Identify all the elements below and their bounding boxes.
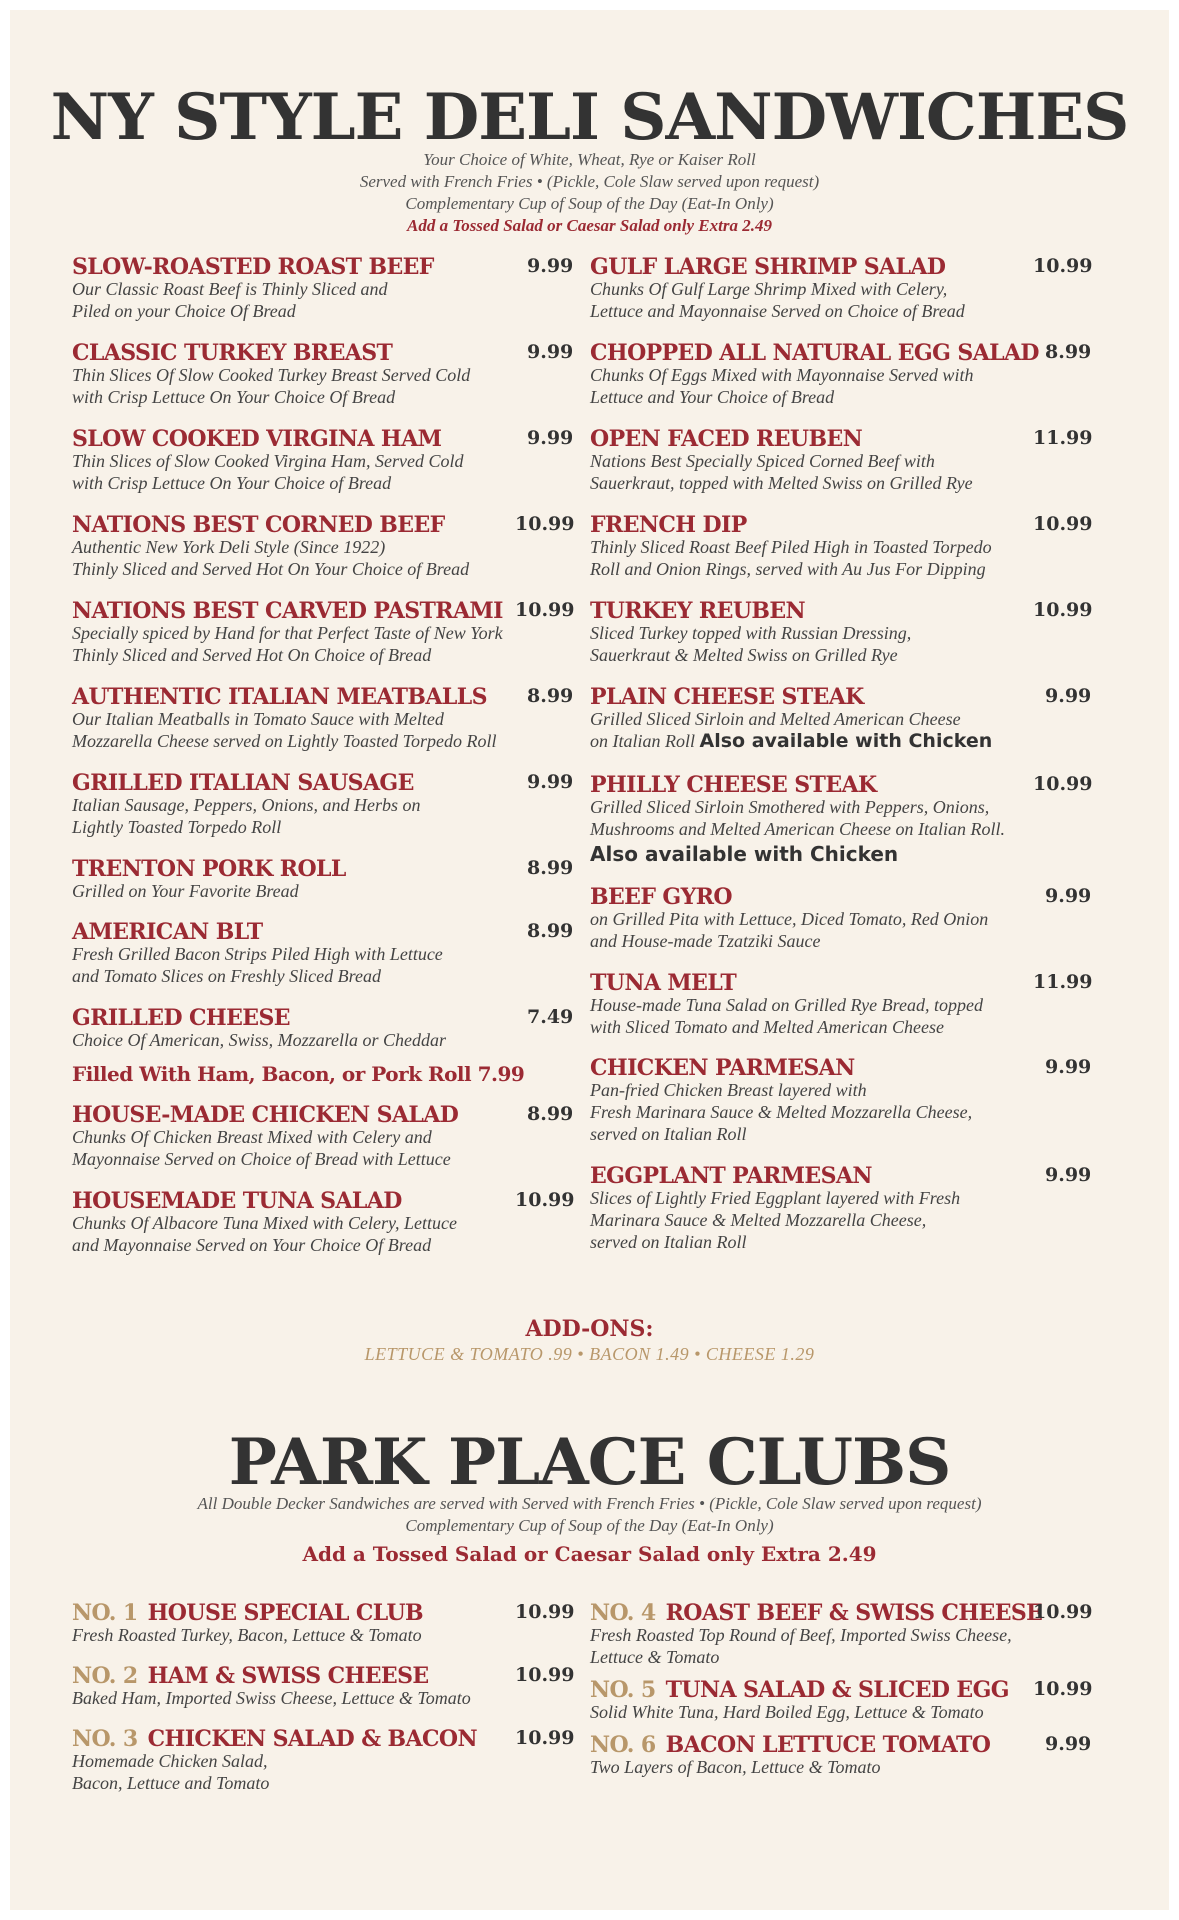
item-description: Thin Slices Of Slow Cooked Turkey Breast Served Cold with Crisp Lettuce On Your Choice Of Bread: [72, 365, 471, 407]
item-description: Nations Best Specially Spiced Corned Beef with Sauerkraut, topped with Melted Swiss on Grilled Rye: [590, 451, 973, 493]
clubs-salad-note: Add a Tossed Salad or Caesar Salad only Extra 2.49: [302, 1542, 877, 1566]
item-price: 9.99: [1045, 885, 1092, 907]
item-price: 10.99: [1033, 1601, 1093, 1623]
item-description: Homemade Chicken Salad, Bacon, Lettuce and Tomato: [72, 1751, 270, 1793]
item-price: 9.99: [527, 255, 574, 277]
item-description: Chunks Of Eggs Mixed with Mayonnaise Served with Lettuce and Your Choice of Bread: [590, 365, 974, 407]
club-number: NO. 6: [590, 1732, 656, 1758]
item-price: 11.99: [1033, 427, 1093, 449]
item-description: Chunks Of Chicken Breast Mixed with Celery and Mayonnaise Served on Choice of Bread with Lettuce: [72, 1127, 451, 1169]
item-description: Thin Slices of Slow Cooked Virgina Ham, Served Cold with Crisp Lettuce On Your Choice of Bread: [72, 451, 464, 493]
item-price: 9.99: [1045, 1056, 1092, 1078]
item-name: TURKEY REUBEN: [590, 598, 806, 624]
deli-title: NY STYLE DELI SANDWICHES: [50, 80, 1129, 155]
item-description: Grilled Sliced Sirloin and Melted American Cheese on Italian Roll Also available with Chicken: [590, 709, 993, 752]
item-description: Chunks Of Albacore Tuna Mixed with Celery, Lettuce and Mayonnaise Served on Your Choice Of Bread: [72, 1213, 457, 1255]
item-description: Authentic New York Deli Style (Since 1922) Thinly Sliced and Served Hot On Your Choice of Bread: [72, 537, 470, 579]
item-price: 9.99: [527, 427, 574, 449]
item-description: Our Classic Roast Beef is Thinly Sliced and Piled on your Choice Of Bread: [72, 279, 388, 321]
item-name: CHICKEN PARMESAN: [590, 1055, 855, 1081]
item-price: 11.99: [1033, 971, 1093, 993]
item-price: 10.99: [1033, 255, 1093, 277]
deli-subtitle-3: Complementary Cup of Soup of the Day (Eat-In Only): [405, 194, 774, 213]
item-price: 10.99: [515, 1189, 575, 1211]
item-name: NATIONS BEST CORNED BEEF: [72, 512, 445, 538]
item-name: TRENTON PORK ROLL: [72, 856, 346, 882]
club-number: NO. 1: [72, 1600, 138, 1626]
item-description: Fresh Roasted Turkey, Bacon, Lettuce & Tomato: [72, 1625, 422, 1645]
item-name: NO. 5 TUNA SALAD & SLICED EGG: [590, 1677, 1009, 1703]
item-price: 10.99: [1033, 513, 1093, 535]
item-name: NO. 3 CHICKEN SALAD & BACON: [72, 1726, 477, 1752]
item-description: Two Layers of Bacon, Lettuce & Tomato: [590, 1757, 881, 1777]
item-price: 10.99: [515, 1601, 575, 1623]
item-description: House-made Tuna Salad on Grilled Rye Bread, topped with Sliced Tomato and Melted American Cheese: [590, 995, 983, 1037]
item-price: 9.99: [527, 341, 574, 363]
item-name: TUNA MELT: [590, 970, 737, 996]
item-price: 10.99: [515, 1727, 575, 1749]
item-description: on Grilled Pita with Lettuce, Diced Tomato, Red Onion and House-made Tzatziki Sauce: [590, 909, 989, 951]
item-name: HOUSE-MADE CHICKEN SALAD: [72, 1102, 459, 1128]
item-description: Specially spiced by Hand for that Perfect Taste of New York Thinly Sliced and Served Hot On Choice of Bread: [72, 623, 503, 665]
item-description: Grilled Sliced Sirloin Smothered with Peppers, Onions, Mushrooms and Melted American Cheese on Italian Roll.: [590, 797, 1005, 839]
item-name: OPEN FACED REUBEN: [590, 426, 863, 452]
item-description: Sliced Turkey topped with Russian Dressing, Sauerkraut & Melted Swiss on Grilled Rye: [590, 623, 912, 665]
item-price: 8.99: [527, 920, 574, 942]
item-name: AUTHENTIC ITALIAN MEATBALLS: [72, 684, 487, 710]
item-price: 8.99: [527, 857, 574, 879]
item-name: NO. 6 BACON LETTUCE TOMATO: [590, 1732, 991, 1758]
item-description: Choice Of American, Swiss, Mozzarella or Cheddar: [72, 1030, 446, 1050]
item-description: Slices of Lightly Fried Eggplant layered with Fresh Marinara Sauce & Melted Mozzarella Cheese, served on Italian Roll: [590, 1188, 961, 1252]
item-name: PHILLY CHEESE STEAK: [590, 772, 877, 798]
grilled-cheese-filled-option: Filled With Ham, Bacon, or Pork Roll 7.99: [72, 1062, 525, 1086]
chicken-option: Also available with Chicken: [699, 730, 993, 752]
item-price: 7.49: [527, 1006, 574, 1028]
item-description: Fresh Roasted Top Round of Beef, Imported Swiss Cheese, Lettuce & Tomato: [590, 1625, 1012, 1667]
item-name: GRILLED CHEESE: [72, 1005, 290, 1031]
clubs-title: PARK PLACE CLUBS: [228, 1425, 951, 1500]
item-name: GULF LARGE SHRIMP SALAD: [590, 254, 946, 280]
item-price: 8.99: [527, 685, 574, 707]
item-price: 10.99: [1033, 1678, 1093, 1700]
item-name: SLOW COOKED VIRGINA HAM: [72, 426, 442, 452]
item-description: Fresh Grilled Bacon Strips Piled High with Lettuce and Tomato Slices on Freshly Sliced Bread: [72, 944, 443, 986]
deli-subtitle-1: Your Choice of White, Wheat, Rye or Kaiser Roll: [423, 150, 756, 169]
item-description: Baked Ham, Imported Swiss Cheese, Lettuce & Tomato: [72, 1688, 471, 1708]
item-price: 9.99: [1045, 1733, 1092, 1755]
item-name: NATIONS BEST CARVED PASTRAMI: [72, 598, 503, 624]
deli-subtitle-2: Served with French Fries • (Pickle, Cole Slaw served upon request): [359, 172, 820, 191]
item-price: 10.99: [515, 513, 575, 535]
item-name: CHOPPED ALL NATURAL EGG SALAD: [590, 340, 1039, 366]
item-description: Pan-fried Chicken Breast layered with Fresh Marinara Sauce & Melted Mozzarella Cheese, served on Italian Roll: [590, 1080, 973, 1144]
menu-page: [10, 10, 1169, 1910]
item-name: GRILLED ITALIAN SAUSAGE: [72, 770, 414, 796]
chicken-option: Also available with Chicken: [590, 842, 899, 866]
item-price: 10.99: [515, 1664, 575, 1686]
item-price: 10.99: [515, 599, 575, 621]
addons-title: ADD-ONS:: [525, 1316, 654, 1342]
club-number: NO. 5: [590, 1677, 656, 1703]
club-number: NO. 3: [72, 1726, 138, 1752]
item-price: 8.99: [1045, 341, 1092, 363]
clubs-subtitle-2: Complementary Cup of Soup of the Day (Eat-In Only): [405, 1516, 774, 1535]
club-number: NO. 4: [590, 1600, 656, 1626]
item-name: NO. 2 HAM & SWISS CHEESE: [72, 1663, 429, 1689]
item-name: PLAIN CHEESE STEAK: [590, 684, 864, 710]
item-price: 8.99: [527, 1103, 574, 1125]
item-name: FRENCH DIP: [590, 512, 747, 538]
item-price: 9.99: [1045, 685, 1092, 707]
item-description: Our Italian Meatballs in Tomato Sauce with Melted Mozzarella Cheese served on Lightly Toasted Torpedo Roll: [72, 709, 497, 751]
item-name: AMERICAN BLT: [72, 919, 263, 945]
item-name: EGGPLANT PARMESAN: [590, 1163, 872, 1189]
item-price: 9.99: [1045, 1164, 1092, 1186]
item-name: NO. 4 ROAST BEEF & SWISS CHEESE: [590, 1600, 1043, 1626]
item-name: BEEF GYRO: [590, 884, 732, 910]
item-description: Solid White Tuna, Hard Boiled Egg, Lettuce & Tomato: [590, 1702, 984, 1722]
item-price: 9.99: [527, 771, 574, 793]
item-price: 10.99: [1033, 599, 1093, 621]
item-name: CLASSIC TURKEY BREAST: [72, 340, 393, 366]
club-number: NO. 2: [72, 1663, 138, 1689]
item-price: 10.99: [1033, 773, 1093, 795]
item-name: HOUSEMADE TUNA SALAD: [72, 1188, 402, 1214]
addons-list: LETTUCE & TOMATO .99 • BACON 1.49 • CHEESE 1.29: [364, 1344, 815, 1364]
item-name: SLOW-ROASTED ROAST BEEF: [72, 254, 434, 280]
item-name: NO. 1 HOUSE SPECIAL CLUB: [72, 1600, 424, 1626]
deli-salad-note: Add a Tossed Salad or Caesar Salad only Extra 2.49: [407, 216, 772, 235]
item-description: Italian Sausage, Peppers, Onions, and Herbs on Lightly Toasted Torpedo Roll: [72, 795, 421, 837]
clubs-subtitle-1: All Double Decker Sandwiches are served with Served with French Fries • (Pickle, Cole Slaw served upon request): [197, 1494, 982, 1513]
item-description: Grilled on Your Favorite Bread: [72, 881, 299, 901]
item-description: Chunks Of Gulf Large Shrimp Mixed with Celery, Lettuce and Mayonnaise Served on Choice of Bread: [590, 279, 965, 321]
item-description: Thinly Sliced Roast Beef Piled High in Toasted Torpedo Roll and Onion Rings, served with Au Jus For Dipping: [590, 537, 992, 579]
